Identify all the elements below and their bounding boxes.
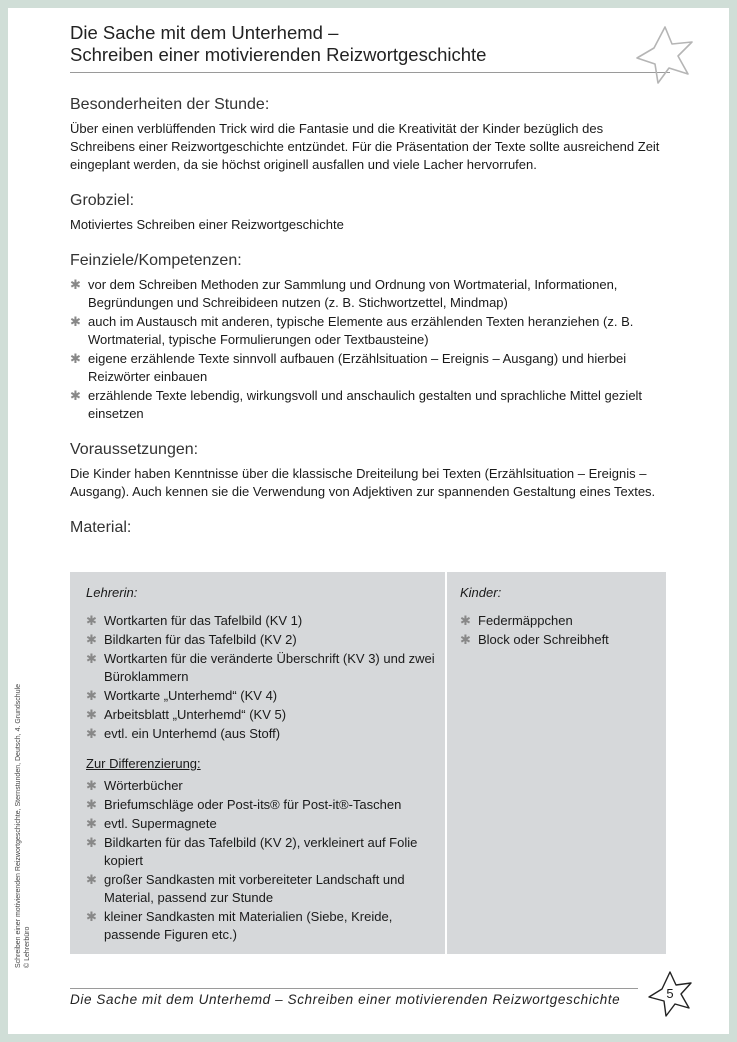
asterisk-bullet-icon: ✱ (86, 835, 97, 850)
kinder-list (460, 612, 650, 649)
lehrerin-heading: Lehrerin: (86, 585, 138, 600)
page-number: 5 (666, 986, 674, 1001)
asterisk-bullet-icon: ✱ (460, 632, 471, 647)
list-item: ✱ kleiner Sandkasten mit Materialien (Siebe, Kreide, passende Figuren etc.) (86, 909, 393, 942)
asterisk-bullet-icon: ✱ (86, 778, 97, 793)
material-box (70, 572, 666, 954)
star-outline-icon (634, 24, 696, 86)
section-text: Motiviertes Schreiben einer Reizwortgeschichte (70, 217, 344, 232)
asterisk-bullet-icon: ✱ (86, 688, 97, 703)
list-item: ✱ Bildkarten für das Tafelbild (KV 2), verkleinert auf Folie kopiert (86, 835, 418, 868)
asterisk-bullet-icon: ✱ (86, 726, 97, 741)
asterisk-bullet-icon: ✱ (70, 388, 81, 403)
asterisk-bullet-icon: ✱ (86, 816, 97, 831)
list-item: ✱ evtl. Supermagnete (86, 816, 217, 831)
column-divider (445, 572, 447, 954)
differenzierung-list (86, 777, 440, 944)
list-item: ✱ großer Sandkasten mit vorbereiteter Landschaft und Material, passend zur Stunde (86, 872, 405, 905)
list-item: ✱ erzählende Texte lebendig, wirkungsvoll und anschaulich gestalten und sprachliche Mittel gezielt einsetzen (70, 388, 643, 421)
section-besonderheiten (70, 96, 670, 174)
asterisk-bullet-icon: ✱ (86, 797, 97, 812)
footer-divider (70, 988, 638, 989)
lehrerin-list (86, 612, 440, 743)
asterisk-bullet-icon: ✱ (86, 707, 97, 722)
kinder-heading: Kinder: (460, 585, 502, 600)
list-item: ✱ evtl. ein Unterhemd (aus Stoff) (86, 726, 281, 741)
list-item: ✱ Arbeitsblatt „Unterhemd“ (KV 5) (86, 707, 287, 722)
list-item: ✱ Wortkarte „Unterhemd“ (KV 4) (86, 688, 278, 703)
list-item: ✱ Block oder Schreibheft (460, 632, 609, 647)
asterisk-bullet-icon: ✱ (86, 872, 97, 887)
list-item: ✱ auch im Austausch mit anderen, typische Elemente aus erzählenden Texten heranziehen (z. B. Wortmaterial, typische Formulierungen oder Textbausteine) (70, 314, 634, 347)
section-grobziel (70, 192, 670, 234)
section-voraussetzungen (70, 441, 670, 501)
footer-title: Die Sache mit dem Unterhemd – Schreiben einer motivierenden Reizwortgeschichte (70, 992, 621, 1007)
list-item: ✱ Wörterbücher (86, 778, 183, 793)
asterisk-bullet-icon: ✱ (86, 909, 97, 924)
lehrerin-column (86, 584, 440, 945)
asterisk-bullet-icon: ✱ (86, 632, 97, 647)
feinziele-list (70, 276, 670, 423)
title-line-1: Die Sache mit dem Unterhemd – (70, 22, 339, 43)
section-text: Über einen verblüffenden Trick wird die Fantasie und die Kreativität der Kinder bezüglich des Schreibens einer Reizwortgeschichte entzündet. Für die Präsentation der Texte sollte ausreichend Zeit eingeplant werden, da sie höchst originell ausfallen und viele Lacher hervorrufen. (70, 121, 660, 172)
asterisk-bullet-icon: ✱ (70, 314, 81, 329)
title-line-2: Schreiben einer motivierenden Reizwortgeschichte (70, 44, 487, 65)
section-text: Die Kinder haben Kenntnisse über die klassische Dreiteilung bei Texten (Erzählsituation – Ereignis – Ausgang). Auch kennen sie die Verwendung von Adjektiven zur spannenden Gestaltung eines Textes. (70, 466, 656, 499)
kinder-column (460, 584, 650, 650)
section-material (70, 519, 670, 537)
list-item: ✱ Wortkarten für die veränderte Überschrift (KV 3) und zwei Büroklammern (86, 651, 435, 684)
list-item: ✱ vor dem Schreiben Methoden zur Sammlung und Ordnung von Wortmaterial, Informationen, Begründungen und Schreibideen nutzen (z. B. Stichwortzettel, Mindmap) (70, 277, 618, 310)
section-heading: Besonderheiten der Stunde: (70, 96, 270, 113)
title-divider (70, 72, 670, 73)
list-item: ✱ Bildkarten für das Tafelbild (KV 2) (86, 632, 297, 647)
page-title (70, 22, 650, 66)
list-item: ✱ eigene erzählende Texte sinnvoll aufbauen (Erzählsituation – Ereignis – Ausgang) und hierbei Reizwörter einbauen (70, 351, 627, 384)
asterisk-bullet-icon: ✱ (70, 351, 81, 366)
section-heading: Material: (70, 519, 132, 536)
asterisk-bullet-icon: ✱ (86, 613, 97, 628)
list-item: ✱ Wortkarten für das Tafelbild (KV 1) (86, 613, 303, 628)
asterisk-bullet-icon: ✱ (70, 277, 81, 292)
section-heading: Grobziel: (70, 192, 135, 209)
section-feinziele (70, 252, 670, 423)
section-heading: Voraussetzungen: (70, 441, 199, 458)
list-item: ✱ Briefumschläge oder Post-its® für Post-it®-Taschen (86, 797, 402, 812)
section-heading: Feinziele/Kompetenzen: (70, 252, 242, 269)
side-copyright-note: Schreiben einer motivierenden Reizwortgeschichte, Sternstunden, Deutsch, 4. Grundschule © Lehrerbüro (15, 683, 31, 968)
asterisk-bullet-icon: ✱ (86, 651, 97, 666)
list-item: ✱ Federmäppchen (460, 613, 573, 628)
asterisk-bullet-icon: ✱ (460, 613, 471, 628)
content-area (70, 96, 670, 543)
differenzierung-heading: Zur Differenzierung: (86, 756, 201, 771)
